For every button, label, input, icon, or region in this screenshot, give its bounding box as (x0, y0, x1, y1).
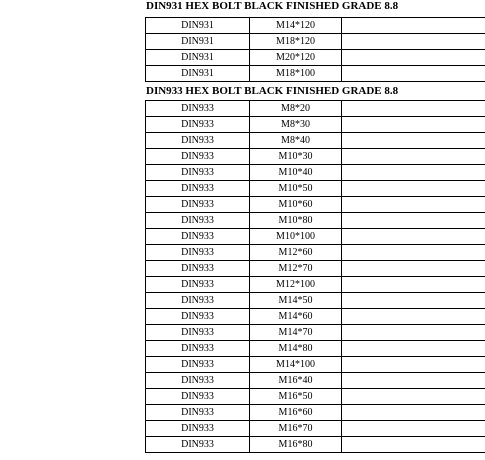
table-row (146, 421, 485, 437)
standard-cell: DIN933 (146, 341, 250, 357)
empty-cell (342, 18, 485, 34)
table-row (146, 229, 485, 245)
standard-cell: DIN933 (146, 213, 250, 229)
table-row (146, 213, 485, 229)
empty-cell (342, 421, 485, 437)
standard-cell: DIN933 (146, 373, 250, 389)
empty-cell (342, 357, 485, 373)
table-row (146, 341, 485, 357)
standard-cell: DIN931 (146, 34, 250, 50)
standard-cell: DIN933 (146, 181, 250, 197)
size-cell: M16*40 (250, 373, 342, 389)
size-cell: M14*60 (250, 309, 342, 325)
empty-cell (342, 277, 485, 293)
table-row (146, 373, 485, 389)
standard-cell: DIN933 (146, 245, 250, 261)
table-row (146, 357, 485, 373)
table-row (146, 325, 485, 341)
table-row (146, 309, 485, 325)
section-title-din933: DIN933 HEX BOLT BLACK FINISHED GRADE 8.8 (146, 85, 399, 97)
table-row (146, 101, 485, 117)
empty-cell (342, 66, 485, 82)
size-cell: M10*60 (250, 197, 342, 213)
table-row (146, 133, 485, 149)
size-cell: M16*50 (250, 389, 342, 405)
empty-cell (342, 405, 485, 421)
empty-cell (342, 197, 485, 213)
document-page (145, 0, 485, 453)
size-cell: M18*120 (250, 34, 342, 50)
table-row (146, 18, 485, 34)
table-row (146, 245, 485, 261)
size-cell: M8*20 (250, 101, 342, 117)
size-cell: M10*30 (250, 149, 342, 165)
standard-cell: DIN933 (146, 293, 250, 309)
empty-cell (342, 389, 485, 405)
standard-cell: DIN933 (146, 149, 250, 165)
size-cell: M10*100 (250, 229, 342, 245)
standard-cell: DIN933 (146, 421, 250, 437)
size-cell: M12*70 (250, 261, 342, 277)
table-row (146, 66, 485, 82)
table-row (146, 34, 485, 50)
table-row (146, 405, 485, 421)
table-row (146, 149, 485, 165)
standard-cell: DIN933 (146, 325, 250, 341)
size-cell: M14*70 (250, 325, 342, 341)
table-row (146, 293, 485, 309)
table-row (146, 389, 485, 405)
empty-cell (342, 165, 485, 181)
size-cell: M14*50 (250, 293, 342, 309)
standard-cell: DIN933 (146, 133, 250, 149)
section-title-din931: DIN931 HEX BOLT BLACK FINISHED GRADE 8.8 (146, 0, 399, 12)
empty-cell (342, 181, 485, 197)
empty-cell (342, 293, 485, 309)
size-cell: M10*40 (250, 165, 342, 181)
size-cell: M16*80 (250, 437, 342, 453)
table-row (146, 181, 485, 197)
empty-cell (342, 325, 485, 341)
size-cell: M16*60 (250, 405, 342, 421)
table-row (146, 117, 485, 133)
empty-cell (342, 309, 485, 325)
empty-cell (342, 341, 485, 357)
size-cell: M8*30 (250, 117, 342, 133)
empty-cell (342, 213, 485, 229)
standard-cell: DIN933 (146, 389, 250, 405)
empty-cell (342, 149, 485, 165)
size-cell: M8*40 (250, 133, 342, 149)
standard-cell: DIN931 (146, 66, 250, 82)
size-cell: M16*70 (250, 421, 342, 437)
empty-cell (342, 373, 485, 389)
table-row (146, 437, 485, 453)
table-din931 (145, 17, 485, 82)
standard-cell: DIN933 (146, 405, 250, 421)
empty-cell (342, 34, 485, 50)
table-row (146, 197, 485, 213)
empty-cell (342, 245, 485, 261)
empty-cell (342, 133, 485, 149)
size-cell: M12*60 (250, 245, 342, 261)
size-cell: M10*80 (250, 213, 342, 229)
standard-cell: DIN933 (146, 101, 250, 117)
standard-cell: DIN931 (146, 18, 250, 34)
standard-cell: DIN933 (146, 261, 250, 277)
size-cell: M14*100 (250, 357, 342, 373)
empty-cell (342, 229, 485, 245)
empty-cell (342, 261, 485, 277)
size-cell: M14*120 (250, 18, 342, 34)
table-row (146, 277, 485, 293)
empty-cell (342, 437, 485, 453)
standard-cell: DIN933 (146, 117, 250, 133)
standard-cell: DIN933 (146, 277, 250, 293)
empty-cell (342, 117, 485, 133)
standard-cell: DIN933 (146, 197, 250, 213)
table-row (146, 261, 485, 277)
standard-cell: DIN933 (146, 437, 250, 453)
empty-cell (342, 50, 485, 66)
empty-cell (342, 101, 485, 117)
standard-cell: DIN933 (146, 357, 250, 373)
size-cell: M14*80 (250, 341, 342, 357)
size-cell: M20*120 (250, 50, 342, 66)
size-cell: M10*50 (250, 181, 342, 197)
standard-cell: DIN933 (146, 229, 250, 245)
standard-cell: DIN933 (146, 165, 250, 181)
standard-cell: DIN933 (146, 309, 250, 325)
size-cell: M12*100 (250, 277, 342, 293)
table-din933 (145, 100, 485, 453)
table-row (146, 50, 485, 66)
standard-cell: DIN931 (146, 50, 250, 66)
size-cell: M18*100 (250, 66, 342, 82)
table-row (146, 165, 485, 181)
